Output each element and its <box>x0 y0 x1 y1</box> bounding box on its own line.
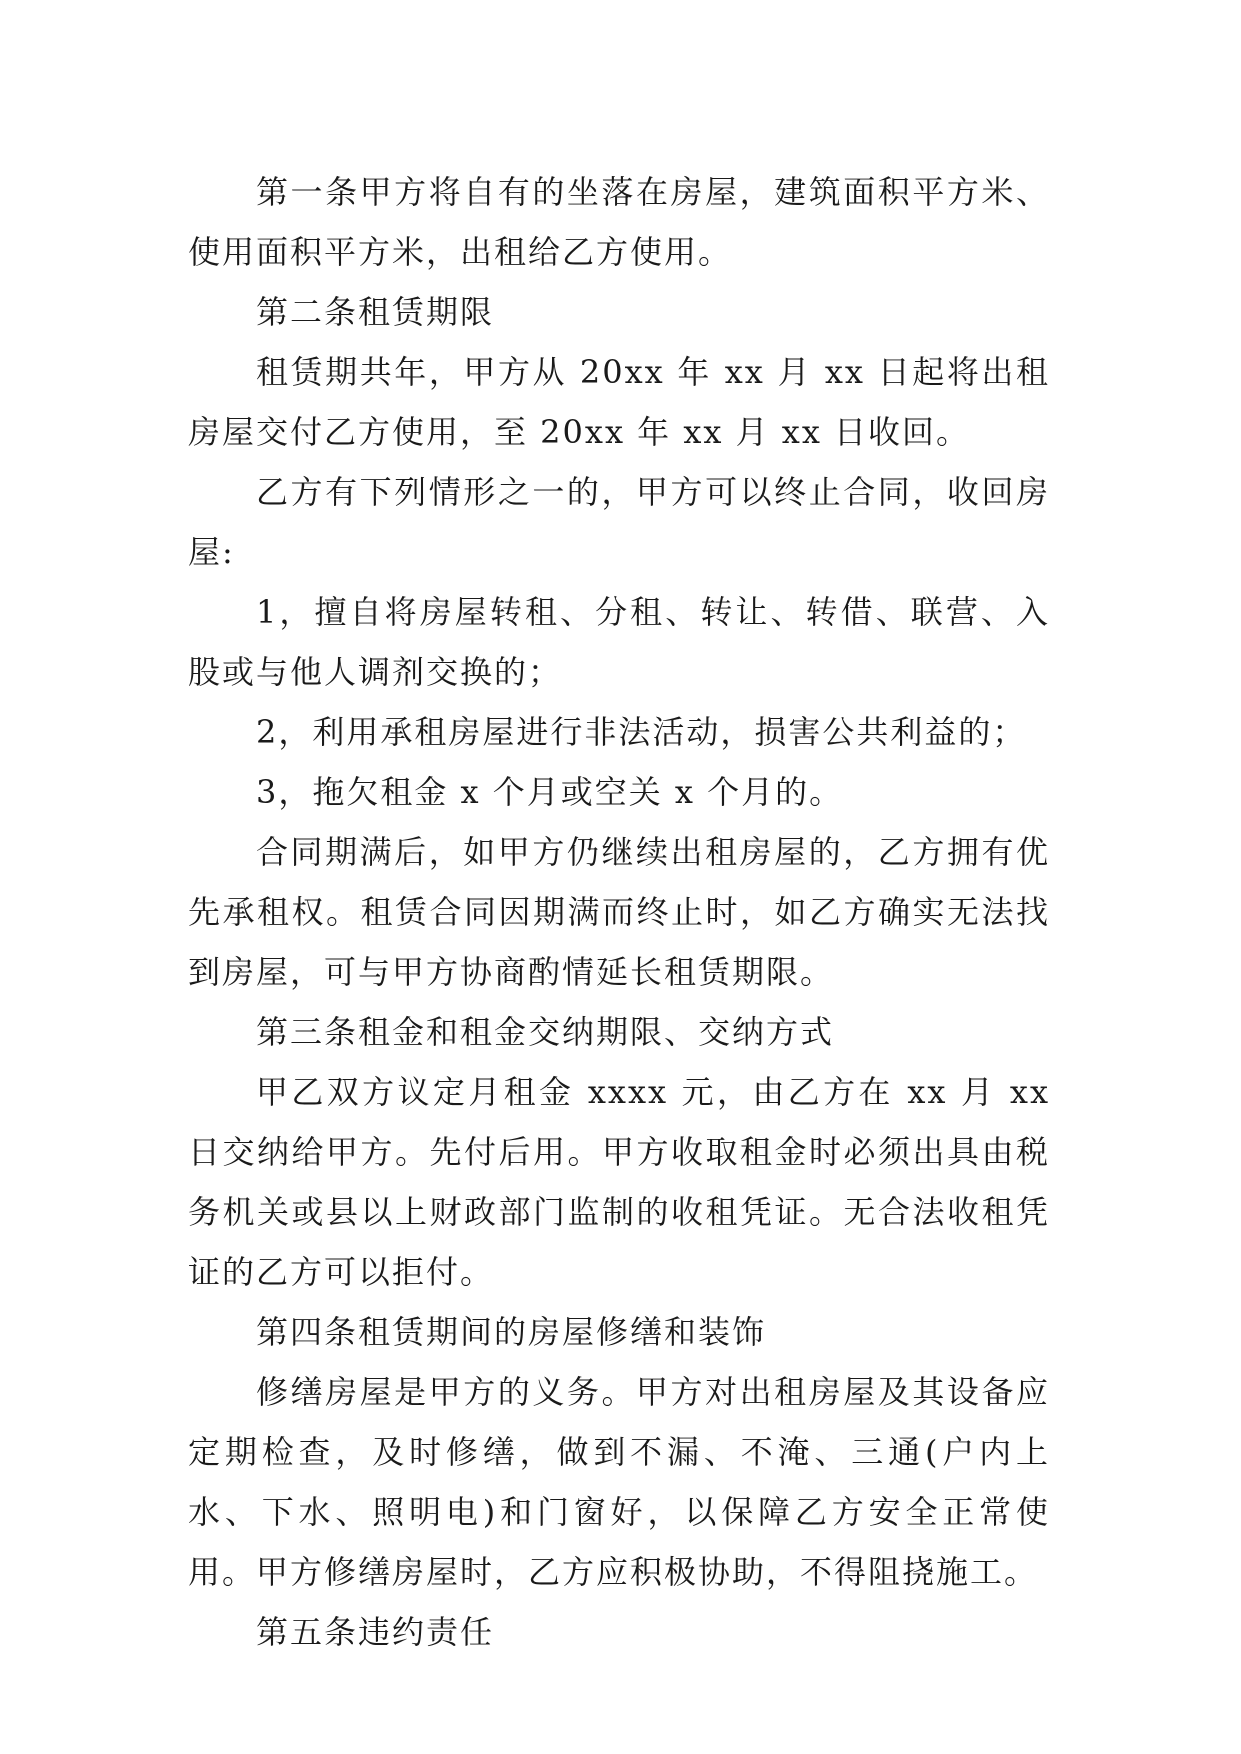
lease-term-paragraph: 租赁期共年，甲方从 20xx 年 xx 月 xx 日起将出租房屋交付乙方使用，至 20xx 年 xx 月 xx 日收回。 <box>188 353 1050 451</box>
document-body <box>188 162 1050 1662</box>
renewal-paragraph: 合同期满后，如甲方仍继续出租房屋的，乙方拥有优先承租权。租赁合同因期满而终止时，如乙方确实无法找到房屋，可与甲方协商酌情延长租赁期限。 <box>188 833 1050 991</box>
termination-conditions-intro: 乙方有下列情形之一的，甲方可以终止合同，收回房屋: <box>188 473 1050 571</box>
clause-5-heading: 第五条违约责任 <box>256 1613 495 1651</box>
clause-4-heading: 第四条租赁期间的房屋修缮和装饰 <box>256 1313 767 1351</box>
clause-1-paragraph: 第一条甲方将自有的坐落在房屋，建筑面积平方米、使用面积平方米，出租给乙方使用。 <box>188 173 1050 271</box>
rent-payment-paragraph: 甲乙双方议定月租金 xxxx 元，由乙方在 xx 月 xx 日交纳给甲方。先付后用。甲方收取租金时必须出具由税务机关或县以上财政部门监制的收租凭证。无合法收租凭证的乙方可以拒付。 <box>188 1073 1050 1291</box>
repair-paragraph: 修缮房屋是甲方的义务。甲方对出租房屋及其设备应定期检查，及时修缮，做到不漏、不淹、三通(户内上水、下水、照明电)和门窗好，以保障乙方安全正常使用。甲方修缮房屋时，乙方应积极协助，不得阻挠施工。 <box>188 1373 1050 1591</box>
clause-3-heading: 第三条租金和租金交纳期限、交纳方式 <box>256 1013 835 1051</box>
termination-condition-1: 1，擅自将房屋转租、分租、转让、转借、联营、入股或与他人调剂交换的； <box>188 593 1050 691</box>
clause-2-heading: 第二条租赁期限 <box>256 293 495 331</box>
termination-condition-2: 2，利用承租房屋进行非法活动，损害公共利益的； <box>256 713 1027 751</box>
termination-condition-3: 3，拖欠租金 x 个月或空关 x 个月的。 <box>256 773 844 811</box>
